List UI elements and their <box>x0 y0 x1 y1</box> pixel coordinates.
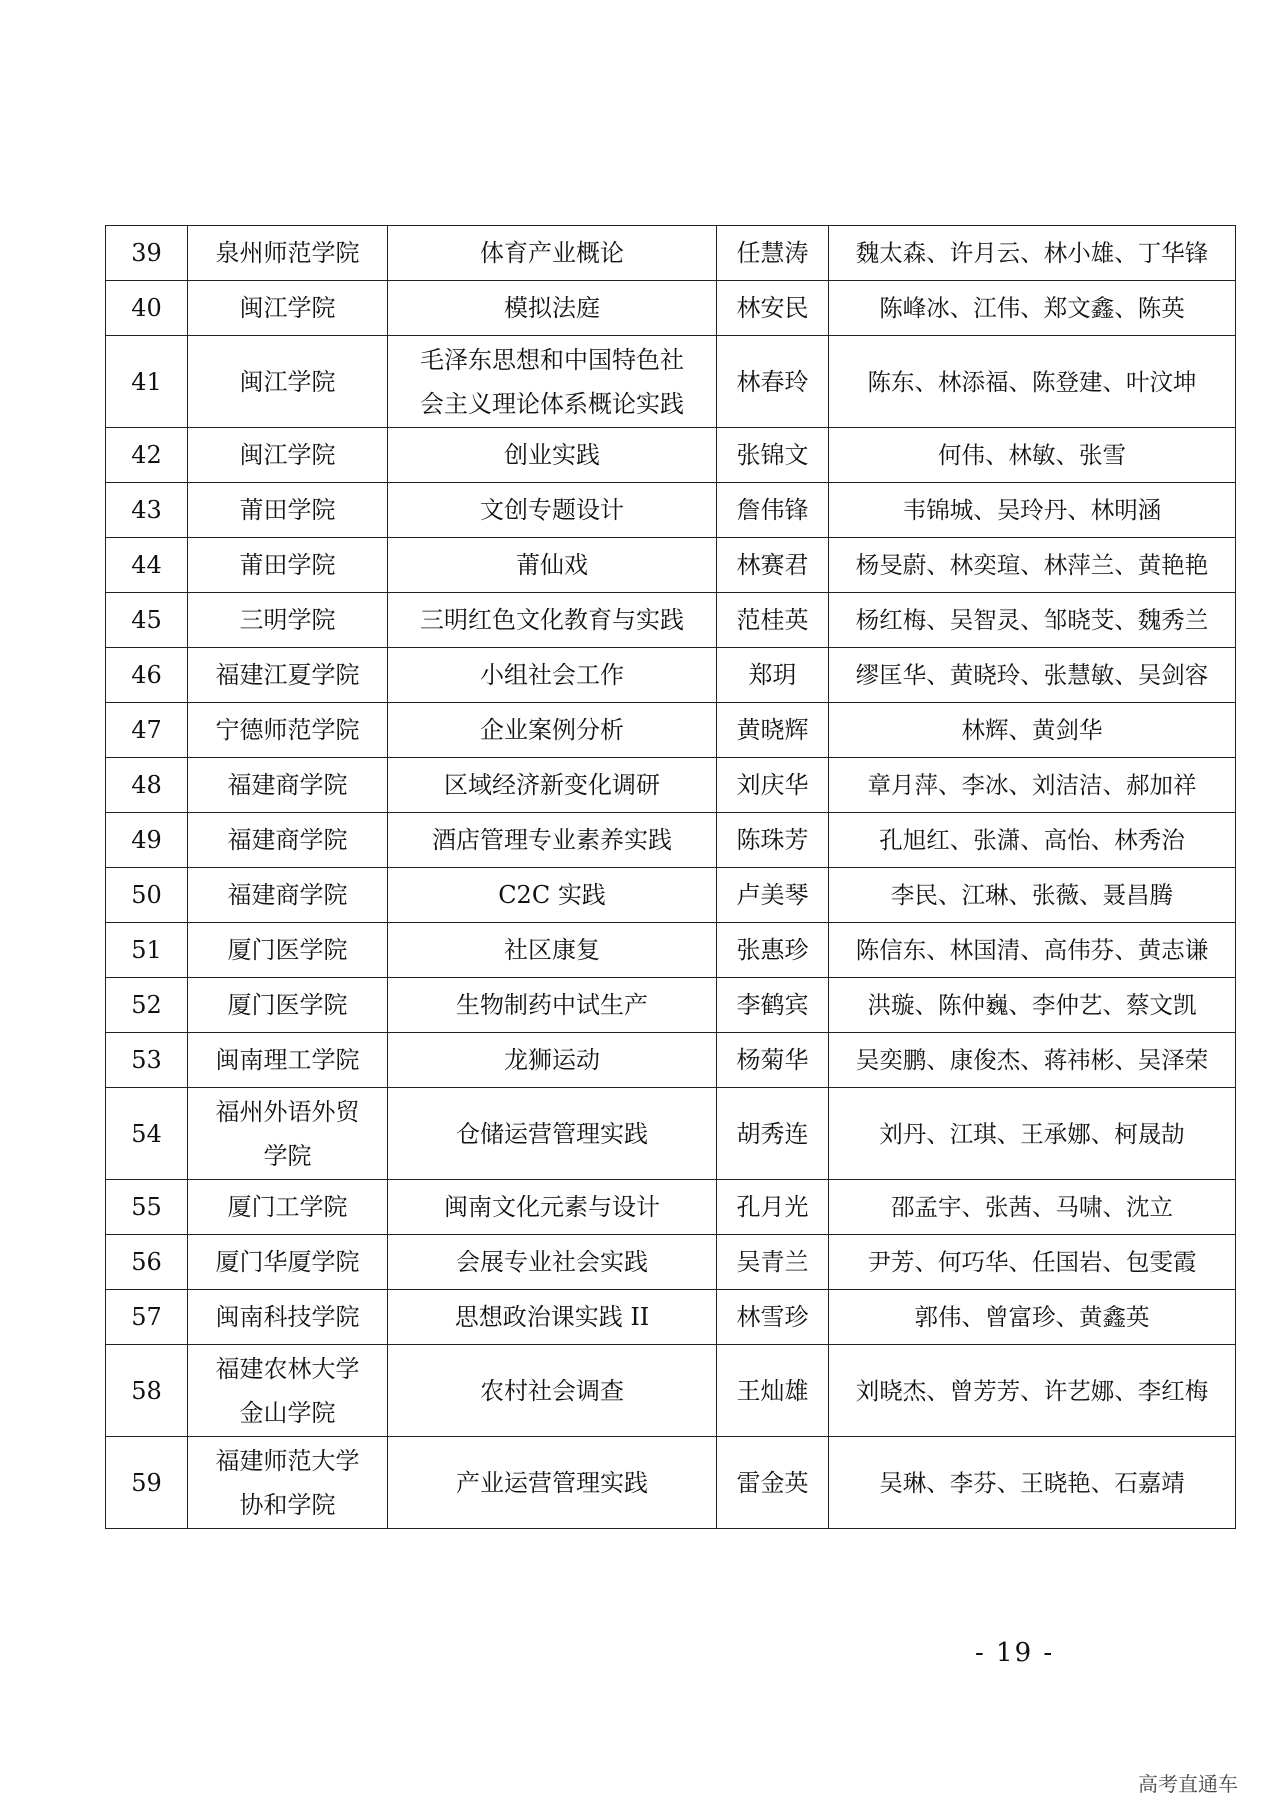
course-line: 企业案例分析 <box>480 716 624 744</box>
school-line: 厦门工学院 <box>227 1193 348 1221</box>
school-cell <box>188 336 388 428</box>
row-number-cell: 52 <box>106 978 188 1033</box>
course-line: 仓储运营管理实践 <box>456 1119 648 1148</box>
school-cell <box>188 1437 388 1529</box>
table-row <box>106 428 1236 483</box>
row-number-cell: 48 <box>106 758 188 813</box>
row-number-cell: 47 <box>106 703 188 758</box>
school-line: 福建农林大学 <box>215 1354 360 1383</box>
leader-cell: 陈珠芳 <box>717 813 829 868</box>
course-line: 产业运营管理实践 <box>456 1468 648 1497</box>
row-number-cell: 57 <box>106 1290 188 1345</box>
leader-cell: 张惠珍 <box>717 923 829 978</box>
school-line: 福建师范大学 <box>215 1446 360 1475</box>
course-line: 农村社会调查 <box>480 1376 624 1405</box>
members-cell: 杨红梅、吴智灵、邹晓芠、魏秀兰 <box>829 593 1236 648</box>
members-cell: 章月萍、李冰、刘洁洁、郝加祥 <box>829 758 1236 813</box>
members-cell: 杨旻蔚、林奕瑄、林萍兰、黄艳艳 <box>829 538 1236 593</box>
school-line: 福州外语外贸 <box>215 1097 360 1126</box>
course-line: 创业实践 <box>504 441 600 469</box>
row-number-cell: 53 <box>106 1033 188 1088</box>
course-line: 体育产业概论 <box>480 239 624 267</box>
course-line: 社区康复 <box>504 936 600 964</box>
row-number-cell: 46 <box>106 648 188 703</box>
course-cell <box>388 648 717 703</box>
school-line: 福建江夏学院 <box>215 661 360 689</box>
members-cell: 洪璇、陈仲巍、李仲艺、蔡文凯 <box>829 978 1236 1033</box>
table-row <box>106 1180 1236 1235</box>
course-cell <box>388 758 717 813</box>
course-cell <box>388 281 717 336</box>
course-cell <box>388 1180 717 1235</box>
school-cell <box>188 1033 388 1088</box>
leader-cell: 郑玥 <box>717 648 829 703</box>
course-cell <box>388 1088 717 1180</box>
table-row <box>106 758 1236 813</box>
school-line: 金山学院 <box>239 1398 336 1427</box>
course-cell <box>388 703 717 758</box>
leader-cell: 卢美琴 <box>717 868 829 923</box>
table-row <box>106 1290 1236 1345</box>
course-cell <box>388 336 717 428</box>
school-line: 闽江学院 <box>239 367 336 396</box>
course-line: 会主义理论体系概论实践 <box>420 389 684 418</box>
course-line: 会展专业社会实践 <box>456 1248 648 1276</box>
row-number-cell: 40 <box>106 281 188 336</box>
members-cell: 郭伟、曾富珍、黄鑫英 <box>829 1290 1236 1345</box>
table-row <box>106 978 1236 1033</box>
course-line: 龙狮运动 <box>504 1046 600 1074</box>
row-number-cell: 51 <box>106 923 188 978</box>
school-line: 宁德师范学院 <box>215 716 360 744</box>
table-row <box>106 483 1236 538</box>
course-line: 生物制药中试生产 <box>456 991 648 1019</box>
table-row <box>106 593 1236 648</box>
course-cell <box>388 593 717 648</box>
table-row <box>106 703 1236 758</box>
table-row <box>106 1345 1236 1437</box>
school-line: 厦门医学院 <box>227 991 348 1019</box>
leader-cell: 黄晓辉 <box>717 703 829 758</box>
row-number-cell: 56 <box>106 1235 188 1290</box>
school-cell <box>188 538 388 593</box>
school-cell <box>188 428 388 483</box>
school-line: 莆田学院 <box>239 551 336 579</box>
leader-cell: 范桂英 <box>717 593 829 648</box>
members-cell: 李民、江琳、张薇、聂昌腾 <box>829 868 1236 923</box>
members-cell: 吴奕鹏、康俊杰、蒋祎彬、吴泽荣 <box>829 1033 1236 1088</box>
school-line: 福建商学院 <box>227 826 348 854</box>
school-cell <box>188 281 388 336</box>
table-row <box>106 1033 1236 1088</box>
course-cell <box>388 978 717 1033</box>
table-row <box>106 1437 1236 1529</box>
school-cell <box>188 1345 388 1437</box>
row-number-cell: 39 <box>106 226 188 281</box>
row-number-cell: 42 <box>106 428 188 483</box>
course-line: 模拟法庭 <box>504 294 600 322</box>
members-cell: 韦锦城、吴玲丹、林明涵 <box>829 483 1236 538</box>
members-cell: 魏太森、许月云、林小雄、丁华锋 <box>829 226 1236 281</box>
school-cell <box>188 868 388 923</box>
school-cell <box>188 813 388 868</box>
row-number-cell: 44 <box>106 538 188 593</box>
row-number-cell: 45 <box>106 593 188 648</box>
members-cell: 刘丹、江琪、王承娜、柯晟劼 <box>829 1088 1236 1180</box>
members-cell: 孔旭红、张潇、高怡、林秀治 <box>829 813 1236 868</box>
course-cell <box>388 538 717 593</box>
members-cell: 缪匡华、黄晓玲、张慧敏、吴剑容 <box>829 648 1236 703</box>
members-cell: 何伟、林敏、张雪 <box>829 428 1236 483</box>
school-line: 闽南理工学院 <box>215 1046 360 1074</box>
course-cell <box>388 1437 717 1529</box>
row-number-cell: 41 <box>106 336 188 428</box>
members-cell: 陈峰冰、江伟、郑文鑫、陈英 <box>829 281 1236 336</box>
leader-cell: 林安民 <box>717 281 829 336</box>
members-cell: 陈东、林添福、陈登建、叶汶坤 <box>829 336 1236 428</box>
leader-cell: 林雪珍 <box>717 1290 829 1345</box>
course-cell <box>388 483 717 538</box>
row-number-cell: 58 <box>106 1345 188 1437</box>
course-cell <box>388 428 717 483</box>
members-cell: 陈信东、林国清、高伟芬、黄志谦 <box>829 923 1236 978</box>
leader-cell: 林春玲 <box>717 336 829 428</box>
course-table <box>105 225 1236 1529</box>
leader-cell: 雷金英 <box>717 1437 829 1529</box>
members-cell: 吴琳、李芬、王晓艳、石嘉靖 <box>829 1437 1236 1529</box>
school-cell <box>188 226 388 281</box>
school-line: 协和学院 <box>239 1490 336 1519</box>
table-row <box>106 923 1236 978</box>
school-cell <box>188 593 388 648</box>
members-cell: 林辉、黄剑华 <box>829 703 1236 758</box>
course-cell <box>388 813 717 868</box>
course-line: 思想政治课实践 II <box>454 1303 650 1331</box>
row-number-cell: 49 <box>106 813 188 868</box>
course-cell <box>388 1235 717 1290</box>
school-cell <box>188 758 388 813</box>
course-table-body <box>106 226 1236 1529</box>
course-line: 三明红色文化教育与实践 <box>420 606 684 634</box>
members-cell: 邵孟宇、张茜、马啸、沈立 <box>829 1180 1236 1235</box>
school-line: 学院 <box>263 1141 312 1170</box>
leader-cell: 胡秀连 <box>717 1088 829 1180</box>
school-line: 福建商学院 <box>227 881 348 909</box>
watermark-text: 高考直通车 <box>1138 1772 1238 1796</box>
course-cell <box>388 1290 717 1345</box>
row-number-cell: 43 <box>106 483 188 538</box>
table-row <box>106 538 1236 593</box>
school-cell <box>188 1235 388 1290</box>
school-line: 莆田学院 <box>239 496 336 524</box>
course-line: 区域经济新变化调研 <box>444 771 660 799</box>
row-number-cell: 59 <box>106 1437 188 1529</box>
school-cell <box>188 483 388 538</box>
course-cell <box>388 1033 717 1088</box>
school-line: 福建商学院 <box>227 771 348 799</box>
course-cell <box>388 868 717 923</box>
row-number-cell: 55 <box>106 1180 188 1235</box>
course-line: 莆仙戏 <box>516 551 588 579</box>
table-row <box>106 813 1236 868</box>
course-cell <box>388 923 717 978</box>
course-cell <box>388 226 717 281</box>
school-line: 闽南科技学院 <box>215 1303 360 1331</box>
row-number-cell: 54 <box>106 1088 188 1180</box>
school-cell <box>188 1290 388 1345</box>
course-line: 小组社会工作 <box>480 661 624 689</box>
course-line: C2C 实践 <box>498 881 606 909</box>
school-line: 闽江学院 <box>239 294 336 322</box>
page-number: - 19 - <box>975 1638 1055 1668</box>
table-row <box>106 1088 1236 1180</box>
school-line: 闽江学院 <box>239 441 336 469</box>
school-cell <box>188 1180 388 1235</box>
table-row <box>106 226 1236 281</box>
course-line: 文创专题设计 <box>480 496 624 524</box>
leader-cell: 林赛君 <box>717 538 829 593</box>
leader-cell: 吴青兰 <box>717 1235 829 1290</box>
leader-cell: 杨菊华 <box>717 1033 829 1088</box>
leader-cell: 詹伟锋 <box>717 483 829 538</box>
row-number-cell: 50 <box>106 868 188 923</box>
course-cell <box>388 1345 717 1437</box>
leader-cell: 孔月光 <box>717 1180 829 1235</box>
members-cell: 尹芳、何巧华、任国岩、包雯霞 <box>829 1235 1236 1290</box>
school-cell <box>188 648 388 703</box>
leader-cell: 刘庆华 <box>717 758 829 813</box>
school-cell <box>188 978 388 1033</box>
table-row <box>106 868 1236 923</box>
school-line: 泉州师范学院 <box>215 239 360 267</box>
school-line: 厦门医学院 <box>227 936 348 964</box>
school-line: 厦门华厦学院 <box>215 1248 360 1276</box>
table-row <box>106 281 1236 336</box>
school-line: 三明学院 <box>239 606 336 634</box>
members-cell: 刘晓杰、曾芳芳、许艺娜、李红梅 <box>829 1345 1236 1437</box>
school-cell <box>188 703 388 758</box>
table-row <box>106 1235 1236 1290</box>
table-row <box>106 336 1236 428</box>
school-cell <box>188 923 388 978</box>
leader-cell: 李鹤宾 <box>717 978 829 1033</box>
leader-cell: 任慧涛 <box>717 226 829 281</box>
course-line: 闽南文化元素与设计 <box>444 1193 660 1221</box>
leader-cell: 张锦文 <box>717 428 829 483</box>
table-row <box>106 648 1236 703</box>
school-cell <box>188 1088 388 1180</box>
leader-cell: 王灿雄 <box>717 1345 829 1437</box>
course-line: 酒店管理专业素养实践 <box>432 826 672 854</box>
course-line: 毛泽东思想和中国特色社 <box>420 345 684 374</box>
